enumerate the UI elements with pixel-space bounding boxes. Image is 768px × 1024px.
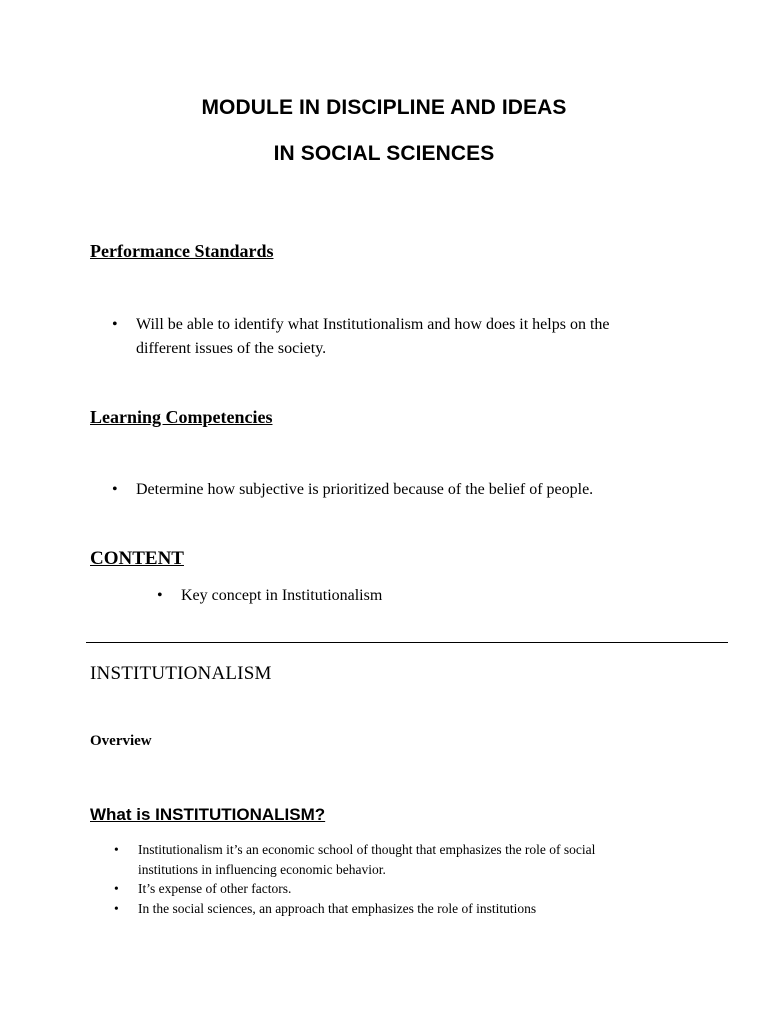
performance-standards-list	[112, 313, 712, 361]
document-title-line-1: MODULE IN DISCIPLINE AND IDEAS	[201, 96, 567, 119]
list-item-line: institutions in influencing economic behavior.	[138, 861, 386, 877]
list-item-line: Institutionalism it’s an economic school of thought that emphasizes the role of social	[138, 842, 596, 857]
content-heading: CONTENT	[90, 548, 184, 569]
list-item	[114, 840, 714, 879]
content-list	[157, 584, 657, 608]
institutionalism-list	[114, 840, 714, 918]
learning-competencies-list	[112, 478, 712, 502]
list-item-line: Determine how subjective is prioritized because of the belief of people.	[136, 481, 594, 498]
list-item-line: In the social sciences, an approach that emphasizes the role of institutions	[138, 900, 537, 916]
overview-label: Overview	[90, 733, 152, 749]
list-item	[157, 584, 657, 608]
list-item	[112, 313, 712, 361]
document-title-line-2: IN SOCIAL SCIENCES	[273, 142, 495, 165]
bullet-icon: •	[114, 900, 119, 916]
bullet-icon: •	[112, 481, 118, 498]
list-item-line: It’s expense of other factors.	[138, 881, 292, 896]
list-item	[114, 879, 714, 899]
list-item	[112, 478, 712, 502]
what-is-heading: What is INSTITUTIONALISM?	[90, 805, 326, 824]
bullet-icon: •	[114, 881, 119, 896]
bullet-icon: •	[112, 316, 118, 333]
institutionalism-heading: INSTITUTIONALISM	[90, 663, 272, 684]
section-divider	[86, 642, 728, 643]
list-item-line: different issues of the society.	[136, 340, 327, 357]
list-item	[114, 899, 714, 919]
list-item-line: Key concept in Institutionalism	[181, 587, 383, 604]
bullet-icon: •	[114, 842, 119, 857]
bullet-icon: •	[157, 587, 163, 604]
performance-standards-heading: Performance Standards	[90, 241, 274, 261]
list-item-line: Will be able to identify what Institutionalism and how does it helps on the	[136, 316, 610, 333]
learning-competencies-heading: Learning Competencies	[90, 407, 273, 427]
